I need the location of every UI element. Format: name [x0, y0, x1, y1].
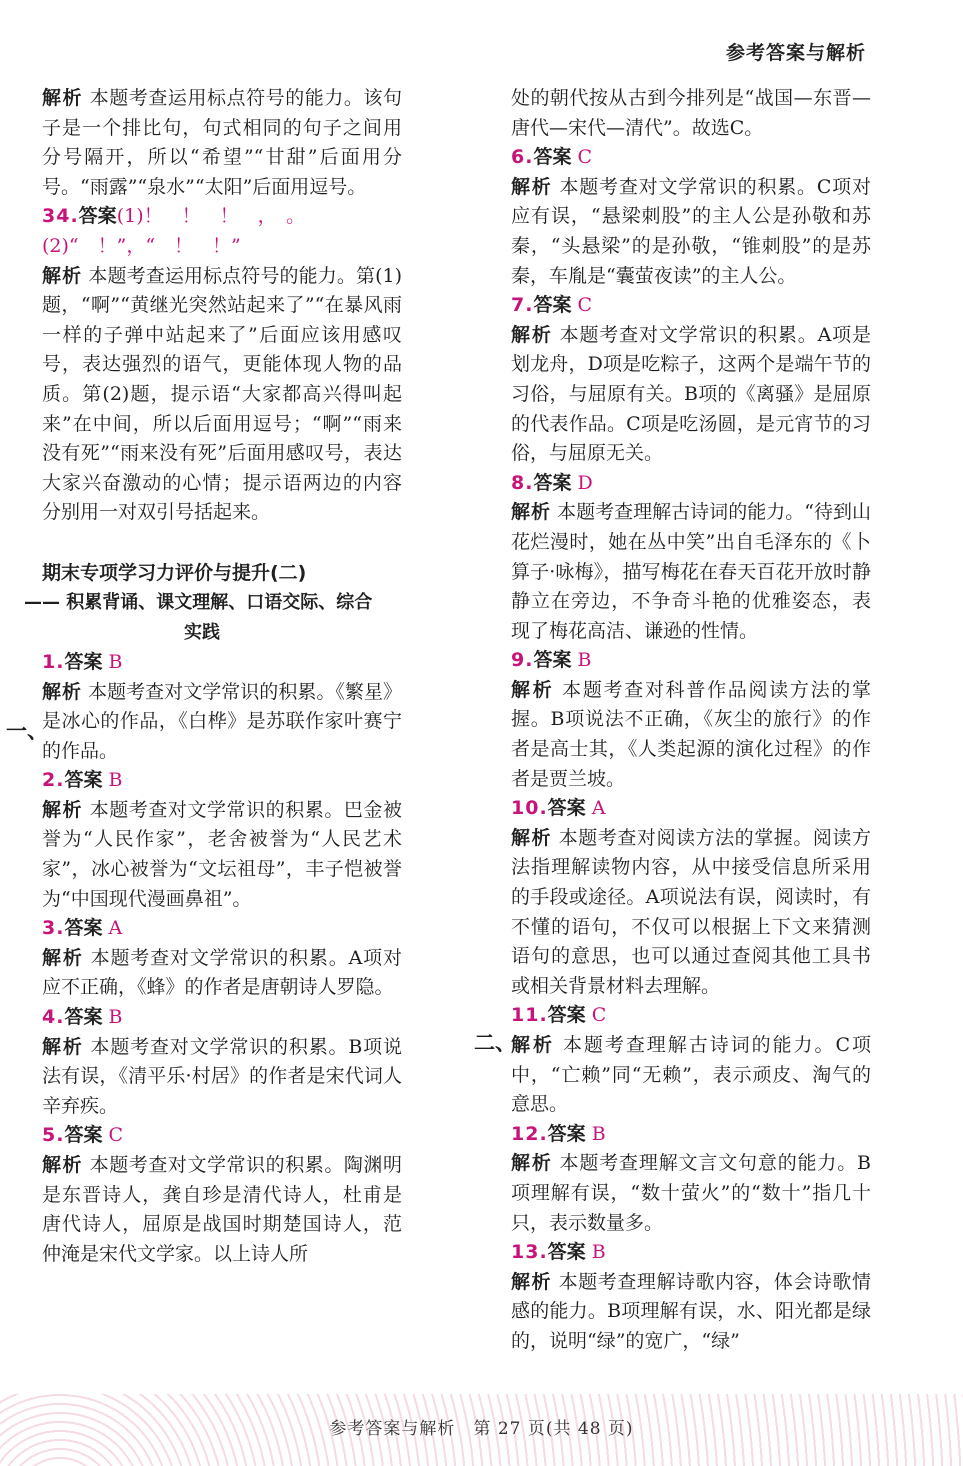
answer-label: 答案 — [64, 1124, 103, 1147]
answer-value: C — [577, 146, 593, 169]
answer-value: B — [591, 1122, 606, 1145]
analysis-label: 解析 — [42, 946, 84, 969]
analysis-label: 解析 — [42, 87, 84, 109]
answer-value: C — [108, 1124, 124, 1147]
right-column — [511, 84, 871, 1357]
analysis-label: 解析 — [42, 1154, 84, 1176]
analysis-label: 解析 — [511, 501, 552, 524]
analysis-label: 解析 — [511, 678, 555, 701]
answer-line — [42, 914, 402, 944]
question-number: 34. — [42, 205, 79, 228]
question-number: 12. — [511, 1122, 548, 1145]
analysis-label: 解析 — [511, 1034, 555, 1056]
analysis-label: 解析 — [42, 798, 84, 821]
analysis-text: 本题考查理解古诗词的能力。“待到山花烂漫时，她在丛中笑”出自毛泽东的《卜算子·咏梅》，描写梅花在春天百花开放时静静立在旁边，不争奇斗艳的优雅姿态，表现了梅花高洁、谦逊的性情。 — [511, 501, 871, 642]
question-number: 7. — [511, 294, 534, 317]
answer-value: (1)！ ！ ！ ， 。 — [116, 205, 306, 228]
answer-34 — [42, 202, 402, 232]
analysis-paragraph — [511, 1268, 871, 1357]
answer-line — [511, 1001, 871, 1031]
analysis-text: 本题考查运用标点符号的能力。该句子是一个排比句，句式相同的句子之间用分号隔开，所以“希望”“甘甜”后面用分号。“雨露”“泉水”“太阳”后面用逗号。 — [42, 87, 402, 198]
analysis-33 — [42, 84, 402, 202]
analysis-label: 解析 — [42, 1035, 84, 1058]
analysis-paragraph — [42, 1033, 402, 1122]
answer-line — [511, 794, 871, 824]
answer-value: C — [577, 294, 593, 317]
answer-line — [511, 291, 871, 321]
answer-label: 答案 — [533, 294, 572, 317]
answer-line — [511, 1238, 871, 1268]
answer-label: 答案 — [64, 650, 103, 673]
analysis-text: 本题考查对科普作品阅读方法的掌握。B项说法不正确，《灰尘的旅行》的作者是高士其，《人类起源的演化过程》的作者是贾兰坡。 — [511, 678, 871, 790]
analysis-paragraph — [42, 796, 402, 914]
page-footer: 参考答案与解析 第 27 页(共 48 页) — [329, 1419, 634, 1439]
analysis-paragraph — [42, 944, 402, 1003]
analysis-label: 解析 — [42, 680, 83, 703]
question-number: 11. — [511, 1004, 548, 1027]
section-subtitle: —— 积累背诵、课文理解、口语交际、综合 — [24, 591, 373, 613]
analysis-label: 解析 — [511, 826, 553, 849]
left-column — [24, 84, 402, 1269]
answer-line — [42, 1121, 402, 1151]
analysis-34 — [42, 262, 402, 528]
analysis-paragraph — [511, 173, 871, 291]
answer-value: (2)“ ！”，“ ！ ！” — [42, 234, 241, 257]
answer-value: B — [108, 1006, 123, 1029]
answer-line — [42, 1003, 402, 1033]
answer-value: B — [577, 649, 592, 672]
question-number: 6. — [511, 146, 534, 169]
question-number: 13. — [511, 1241, 548, 1264]
question-number: 9. — [511, 649, 534, 672]
section-marker-one: 一、 — [6, 718, 48, 743]
question-number: 1. — [42, 650, 65, 673]
analysis-paragraph — [42, 1151, 402, 1269]
analysis-paragraph — [511, 1031, 871, 1120]
answer-label: 答案 — [547, 797, 586, 820]
answer-line — [42, 766, 402, 796]
answer-label: 答案 — [533, 146, 572, 169]
section-title: 期末专项学习力评价与提升(二) — [42, 561, 307, 584]
answer-line — [511, 646, 871, 676]
answer-label: 答案 — [547, 1004, 586, 1027]
answer-34-part2 — [42, 232, 402, 262]
analysis-text: 本题考查理解古诗词的能力。C项中，“亡赖”同“无赖”，表示顽皮、淘气的意思。 — [511, 1034, 871, 1116]
right-items — [511, 143, 871, 1356]
analysis-paragraph — [511, 498, 871, 646]
analysis-text: 本题考查对阅读方法的掌握。阅读方法指理解读物内容，从中接受信息所采用的手段或途径。A项说法有误，阅读时，有不懂的语句，不仅可以根据上下文来猜测语句的意思，也可以通过查阅其他工具书或相关背景材料去理解。 — [511, 826, 871, 997]
analysis-text: 本题考查对文学常识的积累。《繁星》是冰心的作品，《白桦》是苏联作家叶赛宁的作品。 — [42, 680, 402, 762]
analysis-text: 本题考查对文学常识的积累。B项说法有误，《清平乐·村居》的作者是宋代词人辛弃疾。 — [42, 1035, 402, 1117]
answer-line — [42, 648, 402, 678]
analysis-label: 解析 — [42, 264, 83, 287]
question-number: 2. — [42, 769, 65, 792]
analysis-label: 解析 — [511, 323, 553, 346]
section-subtitle-2: 实践 — [184, 621, 220, 643]
analysis-text: 本题考查理解文言文句意的能力。B项理解有误，“数十萤火”的“数十”指几十只，表示数量多。 — [511, 1152, 871, 1234]
answer-line — [511, 1120, 871, 1150]
answer-label: 答案 — [64, 769, 103, 792]
analysis-text: 本题考查对文学常识的积累。C项对应有误，“悬梁刺股”的主人公是孙敬和苏秦，“头悬梁”的是孙敬，“锥刺股”的是苏秦，车胤是“囊萤夜读”的主人公。 — [511, 175, 871, 287]
question-number: 3. — [42, 917, 65, 940]
analysis-label: 解析 — [511, 175, 553, 198]
answer-label: 答案 — [78, 205, 117, 228]
answer-line — [511, 143, 871, 173]
answer-value: B — [108, 650, 123, 673]
analysis-paragraph — [42, 678, 402, 767]
answer-label: 答案 — [547, 1241, 586, 1264]
answer-label: 答案 — [64, 1006, 103, 1029]
answer-label: 答案 — [547, 1122, 586, 1145]
analysis-5-cont: 处的朝代按从古到今排列是“战国—东晋—唐代—宋代—清代”。故选C。 — [511, 87, 871, 139]
answer-value: A — [108, 917, 123, 940]
page-header: 参考答案与解析 — [725, 42, 866, 64]
left-items — [42, 648, 402, 1269]
answer-line — [511, 469, 871, 499]
answer-value: A — [591, 797, 606, 820]
question-number: 5. — [42, 1124, 65, 1147]
analysis-paragraph — [511, 676, 871, 794]
analysis-paragraph — [511, 321, 871, 469]
answer-value: B — [591, 1241, 606, 1264]
section-marker-two: 二、 — [474, 1030, 516, 1055]
analysis-text: 本题考查对文学常识的积累。巴金被誉为“人民作家”，老舍被誉为“人民艺术家”，冰心被誉为“文坛祖母”，丰子恺被誉为“中国现代漫画鼻祖”。 — [42, 798, 402, 910]
analysis-paragraph — [511, 1149, 871, 1238]
analysis-label: 解析 — [511, 1152, 553, 1175]
question-number: 8. — [511, 471, 534, 494]
answer-value: C — [591, 1004, 607, 1027]
analysis-label: 解析 — [511, 1270, 553, 1293]
analysis-text: 本题考查对文学常识的积累。A项对应不正确，《蜂》的作者是唐朝诗人罗隐。 — [42, 946, 402, 999]
analysis-text: 本题考查运用标点符号的能力。第(1)题，“啊”“黄继光突然站起来了”“在暴风雨一样的子弹中站起来了”后面应该用感叹号，表达强烈的语气，更能体现人物的品质。第(2)题，提示语“大家都高兴得叫起来”在中间，所以后面用逗号；“啊”“雨来没有死”“雨来没有死”后面用感叹号，表达大家兴奋激动的心情；提示语两边的内容分别用一对双引号括起来。 — [42, 264, 402, 524]
analysis-text: 本题考查理解诗歌内容，体会诗歌情感的能力。B项理解有误，水、阳光都是绿的，说明“绿”的宽广，“绿” — [511, 1270, 871, 1352]
question-number: 10. — [511, 797, 548, 820]
answer-label: 答案 — [533, 649, 572, 672]
answer-value: D — [577, 471, 593, 494]
analysis-paragraph — [511, 824, 871, 1002]
answer-label: 答案 — [533, 471, 572, 494]
analysis-text: 本题考查对文学常识的积累。陶渊明是东晋诗人，龚自珍是清代诗人，杜甫是唐代诗人，屈原是战国时期楚国诗人，范仲淹是宋代文学家。以上诗人所 — [42, 1154, 402, 1265]
question-number: 4. — [42, 1006, 65, 1029]
answer-label: 答案 — [64, 917, 103, 940]
analysis-text: 本题考查对文学常识的积累。A项是划龙舟，D项是吃粽子，这两个是端午节的习俗，与屈原有关。B项的《离骚》是屈原的代表作品。C项是吃汤圆，是元宵节的习俗，与屈原无关。 — [511, 323, 871, 465]
answer-value: B — [108, 769, 123, 792]
